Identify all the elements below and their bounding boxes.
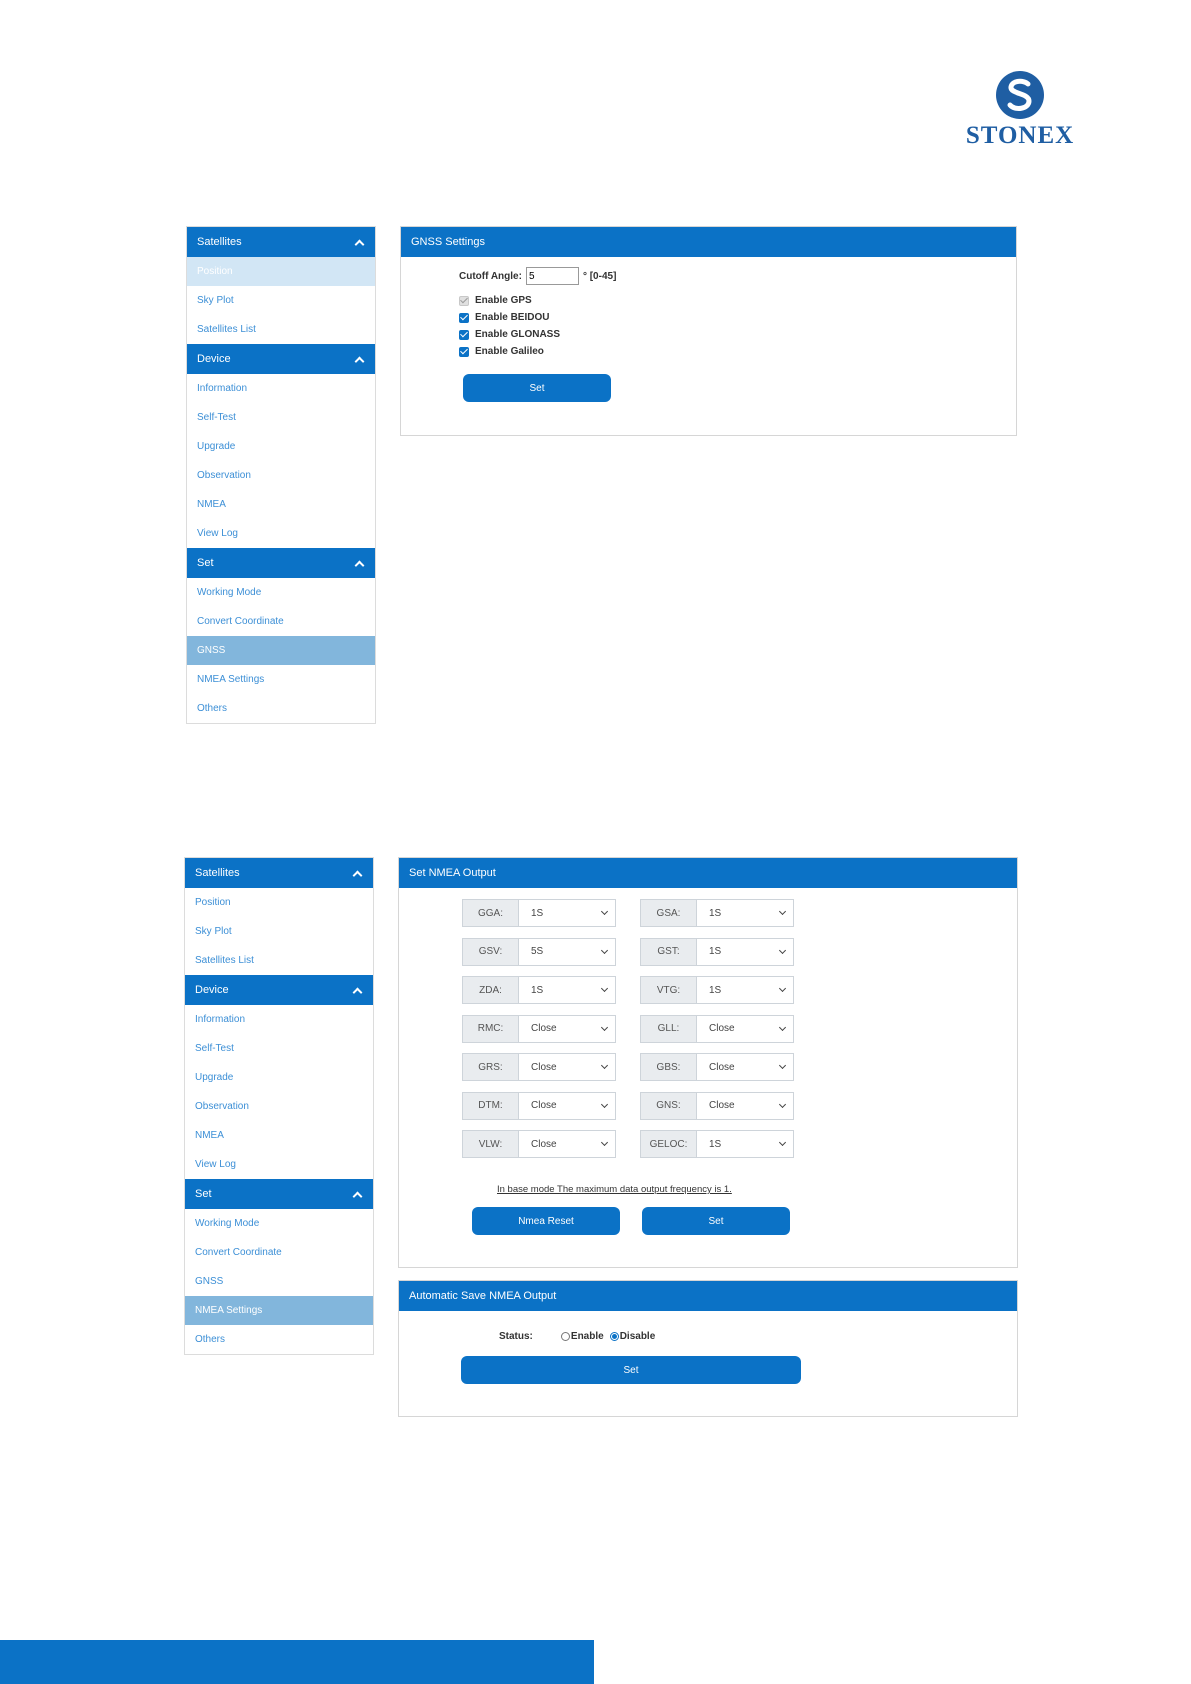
nmea-field-rmc [462,1015,616,1043]
sidebar-item-self-test[interactable]: Self-Test [185,1034,373,1063]
checkbox-box[interactable] [459,347,469,357]
chevron-down-icon [601,946,608,953]
sidebar-section-title: Set [197,557,214,569]
nmea-frequency-select[interactable] [696,938,794,966]
sidebar-item-view-log[interactable]: View Log [187,519,375,548]
chevron-down-icon [601,985,608,992]
nmea-field-gns [640,1092,794,1120]
nmea-frequency-select[interactable] [696,899,794,927]
nmea-frequency-value: 1S [709,946,722,957]
chevron-up-icon[interactable] [355,239,365,249]
autosave-set-button[interactable]: Set [461,1356,801,1384]
nmea-field-label: GST: [640,938,696,966]
sidebar-item-convert-coordinate[interactable]: Convert Coordinate [187,607,375,636]
sidebar-item-nmea-settings[interactable]: NMEA Settings [185,1296,373,1325]
checkbox-label: Enable GPS [475,295,532,306]
checkbox-label: Enable GLONASS [475,329,561,340]
radio-disable[interactable] [610,1331,656,1342]
sidebar-item-others[interactable]: Others [187,694,375,723]
nmea-field-vlw [462,1130,616,1158]
nmea-field-grs [462,1053,616,1081]
nmea-field-label: RMC: [462,1015,518,1043]
nmea-frequency-select[interactable] [518,1015,616,1043]
sidebar-section-title: Satellites [195,867,240,879]
checkbox-box[interactable] [459,313,469,323]
sidebar-item-view-log[interactable]: View Log [185,1150,373,1179]
nmea-field-gll [640,1015,794,1043]
nmea-field-label: GRS: [462,1053,518,1081]
sidebar-item-position[interactable]: Position [185,888,373,917]
checkbox-enable-gps [459,295,532,306]
nmea-field-label: GNS: [640,1092,696,1120]
sidebar-section-satellites[interactable] [185,858,373,888]
nmea-frequency-value: Close [531,1138,557,1150]
checkbox-box [459,296,469,306]
chevron-down-icon [601,908,608,915]
checkbox-box[interactable] [459,330,469,340]
radio-enable-circle[interactable] [561,1332,570,1341]
sidebar-item-nmea-settings[interactable]: NMEA Settings [187,665,375,694]
chevron-down-icon [779,1062,786,1069]
sidebar-section-title: Device [197,353,231,365]
sidebar-screen-2 [184,857,374,1355]
chevron-up-icon[interactable] [353,1191,363,1201]
nmea-frequency-value: 1S [709,907,722,919]
nmea-frequency-value: 1S [709,984,722,996]
autosave-nmea-panel [398,1280,1018,1417]
nmea-frequency-select[interactable] [696,1053,794,1081]
sidebar-item-self-test[interactable]: Self-Test [187,403,375,432]
nmea-field-zda [462,976,616,1004]
nmea-frequency-select[interactable] [518,1053,616,1081]
sidebar-section-title: Satellites [197,236,242,248]
sidebar-item-nmea[interactable]: NMEA [185,1121,373,1150]
sidebar-item-gnss[interactable]: GNSS [187,636,375,665]
nmea-frequency-value: 1S [531,907,544,919]
sidebar-item-observation[interactable]: Observation [185,1092,373,1121]
base-mode-note: In base mode The maximum data output frequency is 1. [497,1184,732,1195]
nmea-field-label: GELOC: [640,1130,696,1158]
nmea-set-button[interactable]: Set [642,1207,790,1235]
nmea-frequency-select[interactable] [518,1092,616,1120]
sidebar-item-upgrade[interactable]: Upgrade [185,1063,373,1092]
sidebar-section-set[interactable] [185,1179,373,1209]
cutoff-angle-row [459,267,616,285]
nmea-field-label: GBS: [640,1053,696,1081]
nmea-frequency-select[interactable] [518,976,616,1004]
nmea-frequency-value: Close [709,1061,735,1073]
chevron-down-icon [779,985,786,992]
nmea-field-geloc [640,1130,794,1158]
status-label: Status: [499,1331,533,1342]
chevron-up-icon[interactable] [353,870,363,880]
chevron-down-icon [779,1100,786,1107]
checkbox-enable-glonass[interactable] [459,329,560,340]
chevron-up-icon[interactable] [353,987,363,997]
cutoff-angle-input[interactable] [526,267,579,285]
nmea-reset-button[interactable]: Nmea Reset [472,1207,620,1235]
radio-disable-circle[interactable] [610,1332,619,1341]
nmea-output-panel [398,857,1018,1268]
checkbox-enable-galileo[interactable] [459,346,544,357]
sidebar-section-satellites[interactable] [187,227,375,257]
chevron-down-icon [779,946,786,953]
nmea-field-vtg [640,976,794,1004]
nmea-field-label: GSA: [640,899,696,927]
sidebar-item-nmea[interactable]: NMEA [187,490,375,519]
chevron-down-icon [601,1023,608,1030]
sidebar-item-working-mode[interactable]: Working Mode [187,578,375,607]
nmea-frequency-value: 5S [531,946,544,957]
chevron-down-icon [779,1023,786,1030]
sidebar-item-convert-coordinate[interactable]: Convert Coordinate [185,1238,373,1267]
gnss-set-button[interactable]: Set [463,374,611,402]
chevron-down-icon [779,1139,786,1146]
sidebar-item-sky-plot[interactable]: Sky Plot [185,917,373,946]
nmea-frequency-value: Close [709,1100,735,1111]
sidebar-section-device[interactable] [187,344,375,374]
nmea-field-label: VLW: [462,1130,518,1158]
panel-title: GNSS Settings [401,227,1016,257]
nmea-field-gsv [462,938,616,966]
logo-wordmark: STONEX [965,122,1075,149]
sidebar-item-upgrade[interactable]: Upgrade [187,432,375,461]
nmea-frequency-value: 1S [709,1138,722,1150]
sidebar-section-title: Device [195,984,229,996]
sidebar-item-position[interactable]: Position [187,257,375,286]
sidebar-item-working-mode[interactable]: Working Mode [185,1209,373,1238]
nmea-field-label: GLL: [640,1015,696,1043]
panel-title: Set NMEA Output [399,858,1017,888]
nmea-field-gga [462,899,616,927]
chevron-down-icon [779,908,786,915]
sidebar-item-others[interactable]: Others [185,1325,373,1354]
panel-title: Automatic Save NMEA Output [399,1281,1017,1311]
checkbox-enable-beidou[interactable] [459,312,549,323]
chevron-down-icon [601,1062,608,1069]
nmea-frequency-value: 1S [531,984,544,996]
sidebar-item-satellites-list[interactable]: Satellites List [185,946,373,975]
chevron-up-icon[interactable] [355,356,365,366]
autosave-status-row [499,1331,655,1342]
nmea-frequency-select[interactable] [518,938,616,966]
checkbox-label: Enable Galileo [475,346,544,357]
sidebar-section-device[interactable] [185,975,373,1005]
gnss-settings-panel [400,226,1017,436]
nmea-frequency-select[interactable] [696,1015,794,1043]
sidebar-item-sky-plot[interactable]: Sky Plot [187,286,375,315]
sidebar-section-set[interactable] [187,548,375,578]
checkbox-label: Enable BEIDOU [475,312,550,323]
chevron-down-icon [601,1139,608,1146]
nmea-frequency-value: Close [531,1023,557,1034]
sidebar-item-gnss[interactable]: GNSS [185,1267,373,1296]
sidebar-item-information[interactable]: Information [185,1005,373,1034]
sidebar-item-satellites-list[interactable]: Satellites List [187,315,375,344]
nmea-frequency-value: Close [709,1023,735,1034]
nmea-field-label: DTM: [462,1092,518,1120]
nmea-frequency-select[interactable] [696,976,794,1004]
nmea-frequency-select[interactable] [696,1130,794,1158]
nmea-frequency-select[interactable] [518,1130,616,1158]
nmea-field-gsa [640,899,794,927]
sidebar-item-observation[interactable]: Observation [187,461,375,490]
nmea-field-gst [640,938,794,966]
nmea-field-label: ZDA: [462,976,518,1004]
chevron-down-icon [601,1100,608,1107]
nmea-field-label: VTG: [640,976,696,1004]
radio-enable-label: Enable [570,1331,604,1342]
nmea-frequency-value: Close [531,1100,557,1111]
sidebar-item-information[interactable]: Information [187,374,375,403]
nmea-field-gbs [640,1053,794,1081]
nmea-frequency-select[interactable] [696,1092,794,1120]
footer-bar [0,1640,594,1684]
chevron-up-icon[interactable] [355,560,365,570]
sidebar-screen-1 [186,226,376,724]
nmea-field-label: GGA: [462,899,518,927]
sidebar-section-title: Set [195,1188,212,1200]
nmea-field-dtm [462,1092,616,1120]
stonex-logo [960,70,1080,150]
nmea-frequency-value: Close [531,1061,557,1073]
radio-disable-label: Disable [619,1331,656,1342]
cutoff-angle-label: Cutoff Angle: [459,270,522,282]
nmea-field-label: GSV: [462,938,518,966]
cutoff-angle-range: ° [0-45] [582,270,617,282]
stonex-emblem-icon [995,70,1045,120]
nmea-frequency-select[interactable] [518,899,616,927]
radio-enable[interactable] [561,1331,604,1342]
